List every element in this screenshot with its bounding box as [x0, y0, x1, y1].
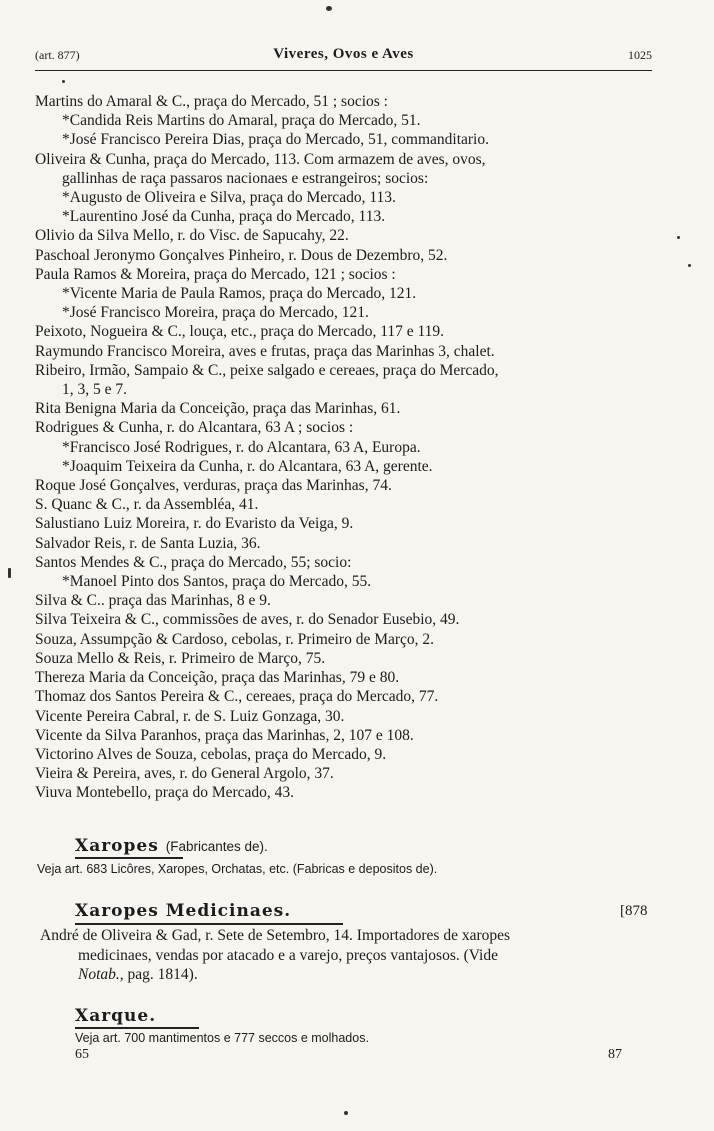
firm-entry: Vicente Pereira Cabral, r. de S. Luiz Gonzaga, 30. — [35, 707, 345, 725]
firm-entry: Santos Mendes & C., praça do Mercado, 55; socio: — [35, 553, 352, 571]
firm-entry: Roque José Gonçalves, verduras, praça das Marinhas, 74. — [35, 477, 392, 495]
firm-entry: Victorino Alves de Souza, cebolas, praça do Mercado, 9. — [35, 745, 387, 763]
firm-entry: Salvador Reis, r. de Santa Luzia, 36. — [35, 534, 261, 552]
xaropes-see-also: Veja art. 683 Licôres, Xaropes, Orchatas, etc. (Fabricas e depositos de). — [37, 862, 438, 876]
firm-entry: Thomaz dos Santos Pereira & C., cereaes, praça do Mercado, 77. — [35, 688, 439, 706]
footer-signature-number: 65 — [75, 1047, 89, 1062]
article-number-878: [878 — [620, 903, 648, 919]
partner-entry: *Francisco José Rodrigues, r. do Alcantara, 63 A, Europa. — [62, 438, 421, 456]
firm-entry: Vicente da Silva Paranhos, praça das Marinhas, 2, 107 e 108. — [35, 726, 414, 744]
partner-entry: *Augusto de Oliveira e Silva, praça do Mercado, 113. — [62, 189, 396, 207]
header-page-number: 1025 — [628, 48, 652, 62]
partner-entry: *Candida Reis Martins do Amaral, praça do Mercado, 51. — [62, 112, 421, 130]
partner-entry: *José Francisco Pereira Dias, praça do Mercado, 51, commanditario. — [62, 131, 489, 149]
scan-speck — [62, 80, 65, 83]
firm-entry: Salustiano Luiz Moreira, r. do Evaristo da Veiga, 9. — [35, 515, 354, 533]
xaropes-title: Xaropes — [75, 836, 159, 856]
entry-continuation: 1, 3, 5 e 7. — [62, 381, 128, 399]
firm-entry: Silva & C.. praça das Marinhas, 8 e 9. — [35, 592, 271, 610]
firm-entry: Thereza Maria da Conceição, praça das Marinhas, 79 e 80. — [35, 669, 400, 687]
xarque-see-also: Veja art. 700 mantimentos e 777 seccos e molhados. — [75, 1031, 369, 1045]
firm-entry: Souza Mello & Reis, r. Primeiro de Março, 75. — [35, 649, 326, 667]
partner-entry: *Vicente Maria de Paula Ramos, praça do Mercado, 121. — [62, 285, 417, 303]
partner-entry: *José Francisco Moreira, praça do Mercado, 121. — [62, 304, 369, 322]
section-title-xaropes-medicinaes: Xaropes Medicinaes. — [75, 901, 292, 921]
section-title-xarque: Xarque. — [75, 1006, 157, 1026]
firm-entry: Peixoto, Nogueira & C., louça, etc., praça do Mercado, 117 e 119. — [35, 323, 445, 341]
entry-list — [35, 92, 665, 803]
xaropes-subtitle: (Fabricantes de). — [165, 839, 268, 854]
firm-entry: Silva Teixeira & C., commissões de aves, r. do Senador Eusebio, 49. — [35, 611, 460, 629]
xaropes-title-rule — [75, 857, 183, 859]
notab-italic: Notab., — [78, 966, 124, 983]
entry-line: André de Oliveira & Gad, r. Sete de Setembro, 14. Importadores de xaropes — [40, 927, 511, 944]
partner-entry: *Joaquim Teixeira da Cunha, r. do Alcantara, 63 A, gerente. — [62, 457, 433, 475]
entry-line — [40, 965, 662, 985]
scan-speck — [326, 6, 332, 11]
section-title-xaropes — [75, 836, 268, 856]
scan-speck — [677, 236, 680, 239]
scan-speck — [8, 568, 11, 578]
partner-entry: *Manoel Pinto dos Santos, praça do Mercado, 55. — [62, 573, 372, 591]
footer-number: 87 — [608, 1047, 622, 1062]
xaropes-medicinaes-entry — [40, 926, 662, 985]
firm-entry: Viuva Montebello, praça do Mercado, 43. — [35, 784, 295, 802]
entry-continuation: gallinhas de raça passaros nacionaes e estrangeiros; socios: — [62, 169, 429, 187]
scan-speck — [344, 1111, 348, 1115]
firm-entry: Vieira & Pereira, aves, r. do General Argolo, 37. — [35, 765, 334, 783]
header-article-ref: (art. 877) — [35, 48, 80, 62]
firm-entry: Paula Ramos & Moreira, praça do Mercado, 121 ; socios : — [35, 265, 396, 283]
firm-entry: Rita Benigna Maria da Conceição, praça das Marinhas, 61. — [35, 400, 401, 418]
header-section-title: Viveres, Ovos e Aves — [273, 46, 414, 62]
firm-entry: Raymundo Francisco Moreira, aves e frutas, praça das Marinhas 3, chalet. — [35, 342, 495, 360]
firm-entry: Oliveira & Cunha, praça do Mercado, 113. Com armazem de aves, ovos, — [35, 150, 486, 168]
firm-entry: Ribeiro, Irmão, Sampaio & C., peixe salgado e cereaes, praça do Mercado, — [35, 361, 499, 379]
firm-entry: Rodrigues & Cunha, r. do Alcantara, 63 A ; socios : — [35, 419, 354, 437]
firm-entry: Souza, Assumpção & Cardoso, cebolas, r. Primeiro de Março, 2. — [35, 630, 435, 648]
page-ref: pag. 1814). — [123, 966, 198, 983]
header-rule — [35, 70, 652, 71]
entry-line: medicinaes, vendas por atacado e a varejo, preços vantajosos. (Vide — [78, 946, 498, 964]
firm-entry: Martins do Amaral & C., praça do Mercado, 51 ; socios : — [35, 93, 388, 110]
scan-speck — [688, 264, 691, 267]
firm-entry: Paschoal Jeronymo Gonçalves Pinheiro, r. Dous de Dezembro, 52. — [35, 246, 448, 264]
firm-entry: Olivio da Silva Mello, r. do Visc. de Sapucahy, 22. — [35, 227, 349, 245]
firm-entry: S. Quanc & C., r. da Assembléa, 41. — [35, 496, 259, 514]
running-header — [35, 46, 652, 66]
partner-entry: *Laurentino José da Cunha, praça do Mercado, 113. — [62, 208, 386, 226]
xaropes-medicinaes-title-rule — [75, 923, 343, 925]
xarque-title-rule — [75, 1027, 199, 1029]
